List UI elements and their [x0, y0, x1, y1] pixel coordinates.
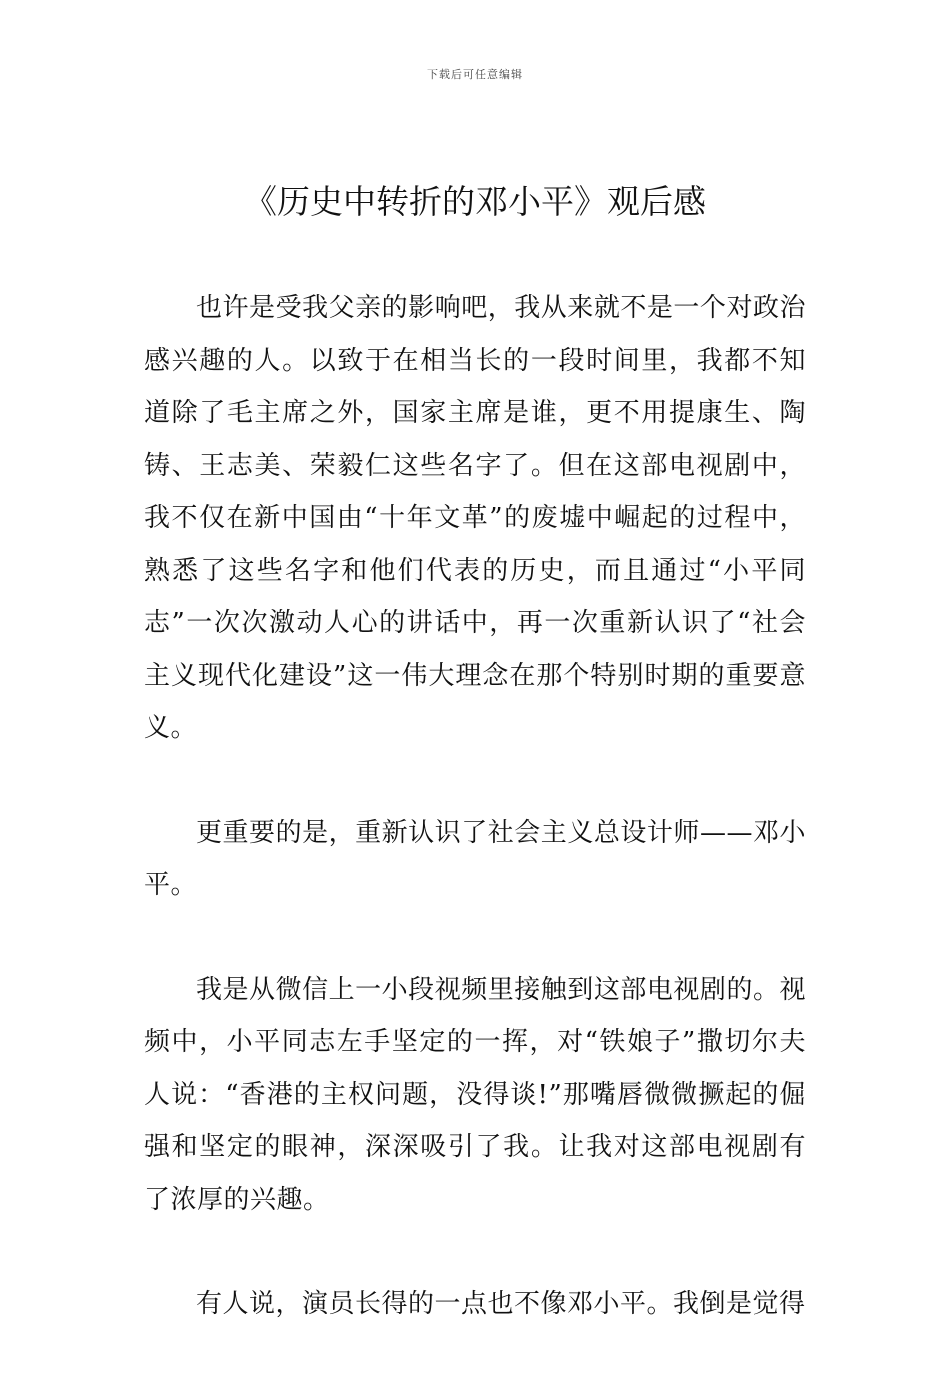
document-title: 《历史中转折的邓小平》观后感 [244, 182, 706, 221]
paragraph: 有人说，演员长得的一点也不像邓小平。我倒是觉得 [196, 1289, 806, 1319]
paragraph: 我是从微信上一小段视频里接触到这部电视剧的。视频中，小平同志左手坚定的一挥，对“铁娘子”撒切尔夫人说：“香港的主权问题，没得谈!”那嘴唇微微撅起的倔强和坚定的眼神，深深吸引了我。让我对这部电视剧有了浓厚的兴趣。 [144, 974, 806, 1215]
paragraph: 也许是受我父亲的影响吧，我从来就不是一个对政治感兴趣的人。以致于在相当长的一段时间里，我都不知道除了毛主席之外，国家主席是谁，更不用提康生、陶铸、王志美、荣毅仁这些名字了。但在这部电视剧中，我不仅在新中国由“十年文革”的废墟中崛起的过程中，熟悉了这些名字和他们代表的历史，而且通过“小平同志”一次次激动人心的讲话中，再一次重新认识了“社会主义现代化建设”这一伟大理念在那个特别时期的重要意义。 [144, 293, 806, 743]
paragraph: 更重要的是，重新认识了社会主义总设计师——邓小平。 [144, 817, 806, 900]
header-note: 下载后可任意编辑 [427, 68, 523, 81]
document-body [144, 282, 806, 1383]
